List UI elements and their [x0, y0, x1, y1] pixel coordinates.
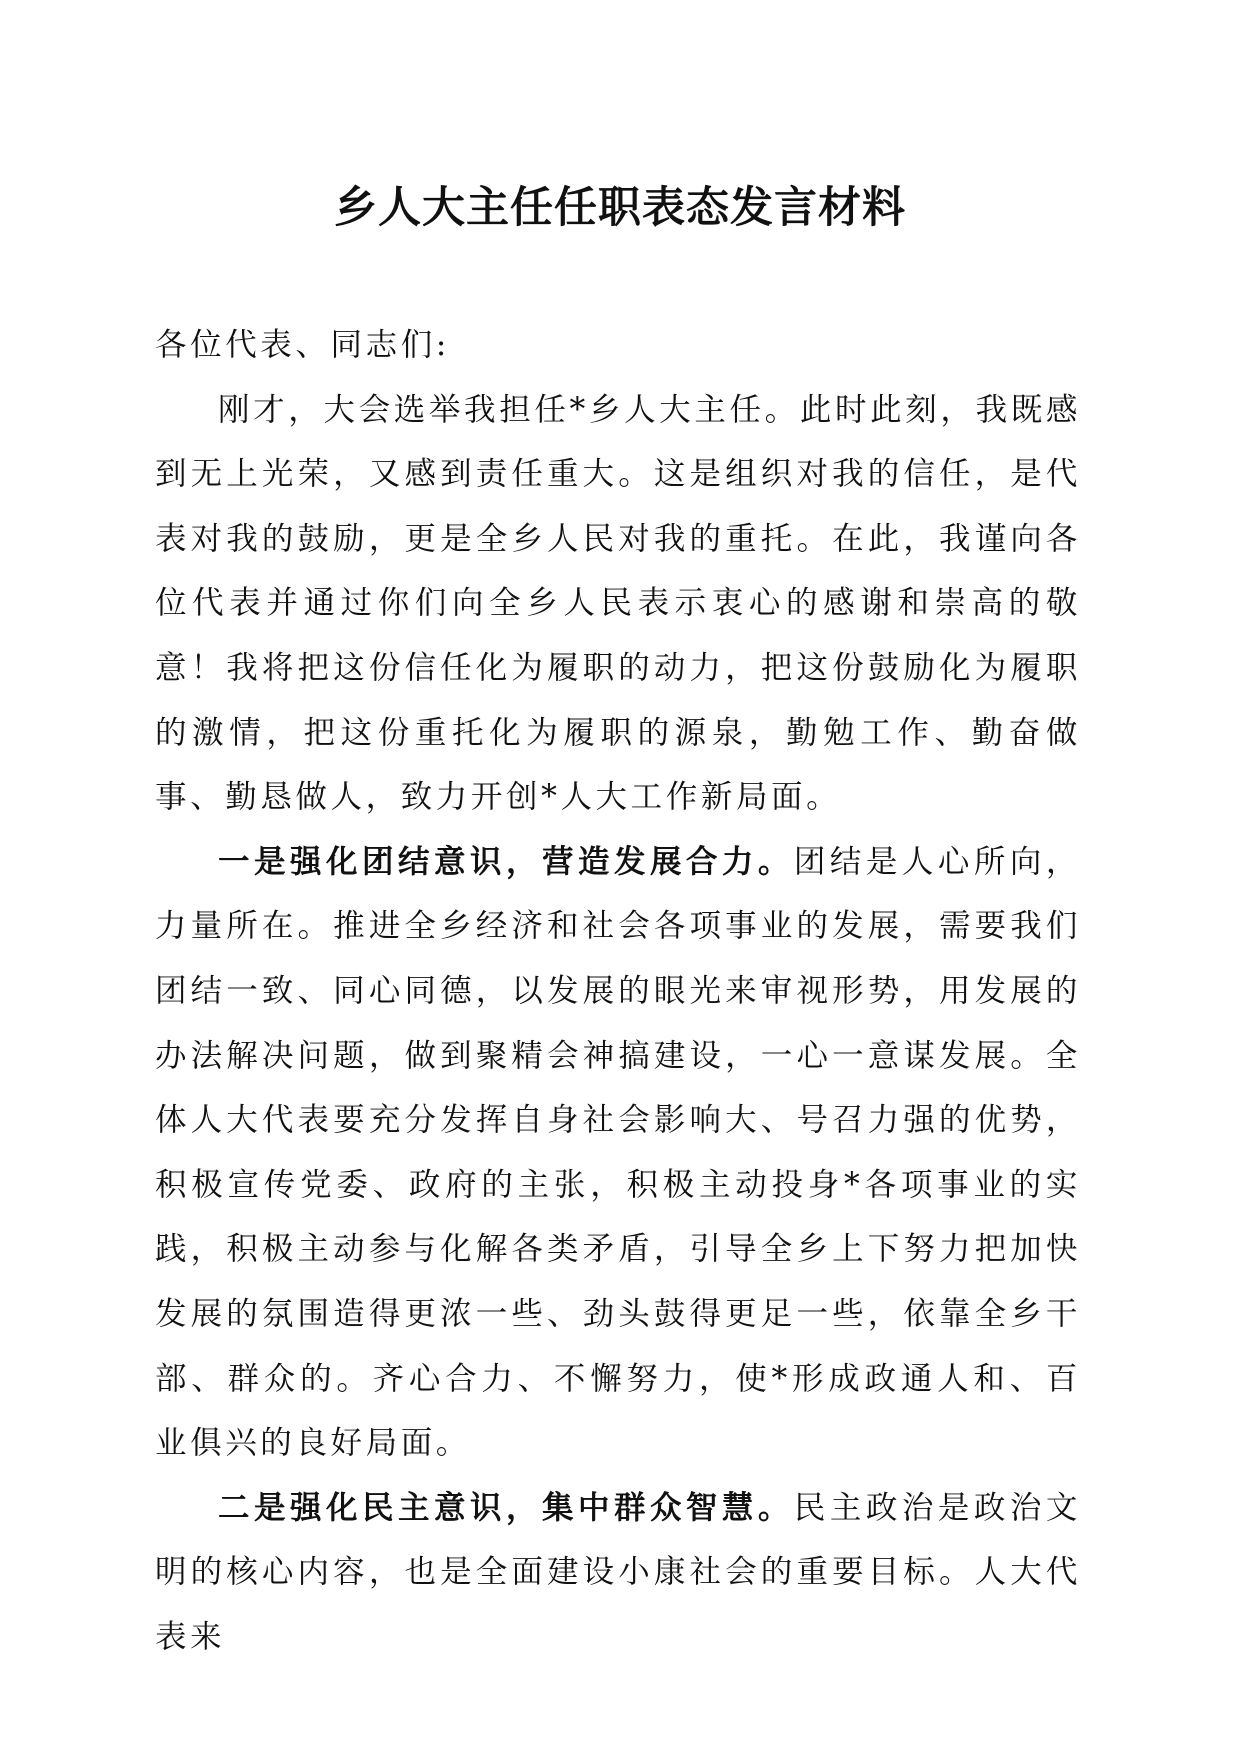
paragraph-unity-text: 团结是人心所向，力量所在。推进全乡经济和社会各项事业的发展，需要我们团结一致、同心同德，以发展的眼光来审视形势，用发展的办法解决问题，做到聚精会神搞建设，一心一意谋发展。全体人大代表要充分发挥自身社会影响大、号召力强的优势，积极宣传党委、政府的主张，积极主动投身*各项事业的实践，积极主动参与化解各类矛盾，引导全乡上下努力把加快发展的氛围造得更浓一些、劲头鼓得更足一些，依靠全乡干部、群众的。齐心合力、不懈努力，使*形成政通人和、百业俱兴的良好局面。 — [155, 843, 1081, 1462]
paragraph-intro-text: 刚才，大会选举我担任*乡人大主任。此时此刻，我既感到无上光荣，又感到责任重大。这是组织对我的信任，是代表对我的鼓励，更是全乡人民对我的重托。在此，我谨向各位代表并通过你们向全乡人民表示衷心的感谢和崇高的敬意！我将把这份信任化为履职的动力，把这份鼓励化为履职的激情，把这份重托化为履职的源泉，勤勉工作、勤奋做事、勤恳做人，致力开创*人大工作新局面。 — [155, 391, 1081, 816]
paragraph-democracy-heading: 二是强化民主意识，集中群众智慧。 — [218, 1488, 794, 1526]
paragraph-unity — [155, 830, 1081, 1476]
paragraph-democracy — [155, 1476, 1081, 1670]
document-title: 乡人大主任任职表态发言材料 — [334, 183, 906, 233]
salutation: 各位代表、同志们: — [155, 327, 451, 363]
paragraph-unity-heading: 一是强化团结意识，营造发展合力。 — [218, 842, 794, 880]
document-body — [155, 313, 1081, 1669]
paragraph-intro — [155, 378, 1081, 830]
paragraph-democracy-text: 民主政治是政治文明的核心内容，也是全面建设小康社会的重要目标。人大代表来 — [155, 1489, 1081, 1655]
